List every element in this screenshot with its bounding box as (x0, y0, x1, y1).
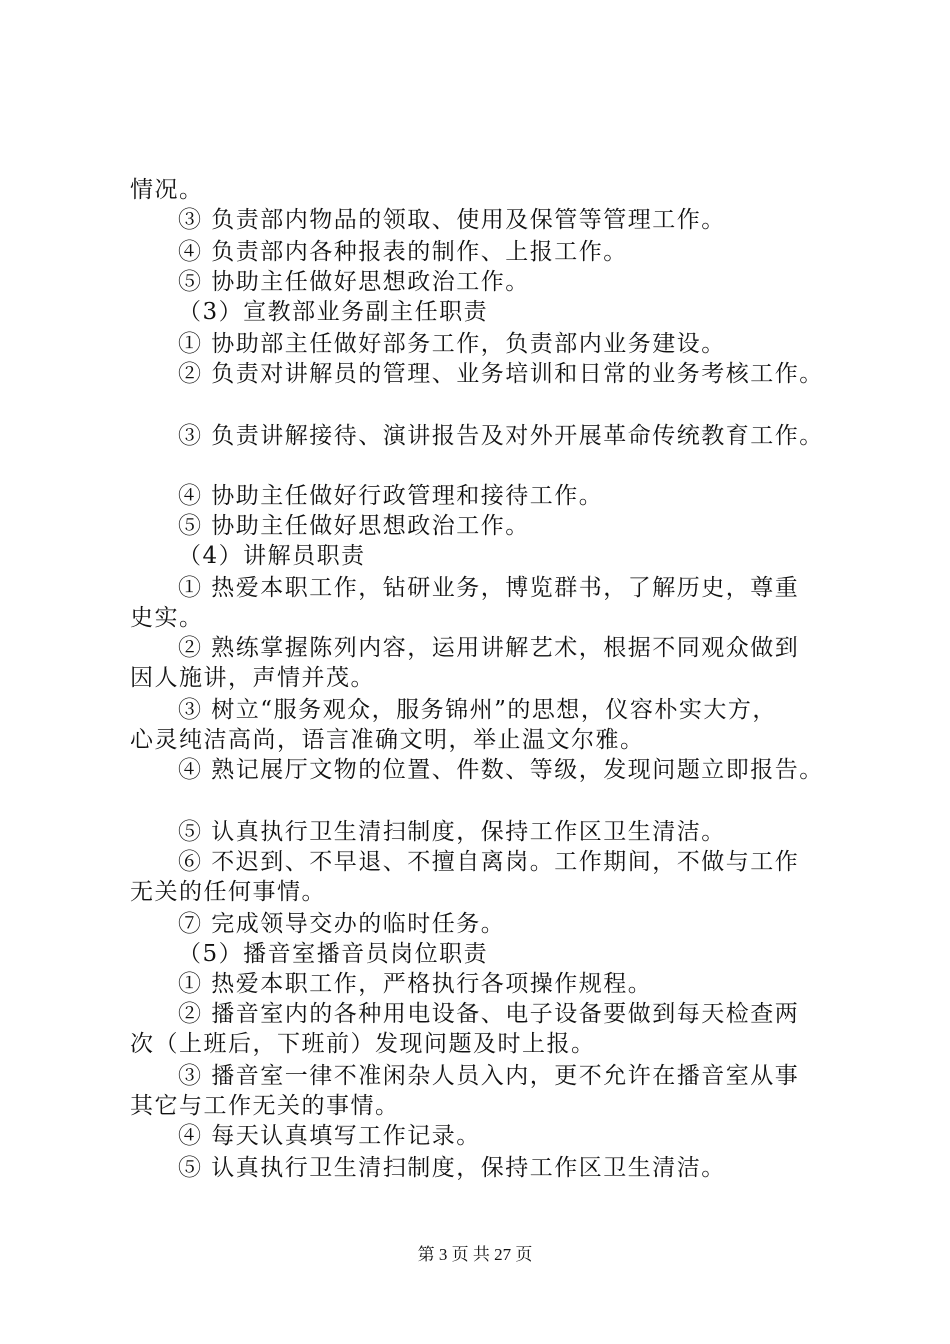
text-line: ① 热爱本职工作，严格执行各项操作规程。 (178, 971, 653, 997)
text-line: ③ 负责讲解接待、演讲报告及对外开展革命传统教育工作。 (178, 423, 824, 449)
page-number-footer: 第 3 页 共 27 页 (417, 1245, 533, 1264)
section-heading: （3）宣教部业务副主任职责 (178, 299, 489, 325)
text-line: ④ 每天认真填写工作记录。 (178, 1123, 481, 1149)
text-line: ④ 熟记展厅文物的位置、件数、等级，发现问题立即报告。 (178, 757, 824, 783)
text-line: ⑦ 完成领导交办的临时任务。 (178, 911, 506, 937)
text-line: ⑤ 协助主任做好思想政治工作。 (178, 269, 530, 295)
text-line: ④ 负责部内各种报表的制作、上报工作。 (178, 239, 628, 265)
text-line: 情况。 (130, 177, 204, 203)
text-line: ④ 协助主任做好行政管理和接待工作。 (178, 483, 604, 509)
text-line: ⑤ 协助主任做好思想政治工作。 (178, 513, 530, 539)
section-heading: （4）讲解员职责 (178, 543, 366, 569)
text-line: 次（上班后，下班前）发现问题及时上报。 (130, 1031, 596, 1057)
text-line: ⑤ 认真执行卫生清扫制度，保持工作区卫生清洁。 (178, 819, 726, 845)
text-line: 无关的任何事情。 (130, 879, 326, 905)
text-line: 心灵纯洁高尚，语言准确文明，举止温文尔雅。 (130, 727, 645, 753)
section-heading: （5）播音室播音员岗位职责 (178, 941, 489, 967)
text-line: ② 播音室内的各种用电设备、电子设备要做到每天检查两 (178, 1001, 800, 1027)
text-line: 因人施讲，声情并茂。 (130, 665, 375, 691)
text-line: ③ 树立“服务观众，服务锦州”的思想，仪容朴实大方， (178, 697, 777, 723)
text-line: ② 熟练掌握陈列内容，运用讲解艺术，根据不同观众做到 (178, 635, 800, 661)
text-line: 其它与工作无关的事情。 (130, 1093, 400, 1119)
text-line: 史实。 (130, 605, 204, 631)
text-line: ③ 负责部内物品的领取、使用及保管等管理工作。 (178, 207, 726, 233)
text-line: ① 协助部主任做好部务工作，负责部内业务建设。 (178, 331, 726, 357)
text-line: ② 负责对讲解员的管理、业务培训和日常的业务考核工作。 (178, 361, 824, 387)
text-line: ③ 播音室一律不准闲杂人员入内，更不允许在播音室从事 (178, 1063, 800, 1089)
text-line: ⑥ 不迟到、不早退、不擅自离岗。工作期间，不做与工作 (178, 849, 800, 875)
text-line: ① 热爱本职工作，钻研业务，博览群书，了解历史，尊重 (178, 575, 800, 601)
text-line: ⑤ 认真执行卫生清扫制度，保持工作区卫生清洁。 (178, 1155, 726, 1181)
